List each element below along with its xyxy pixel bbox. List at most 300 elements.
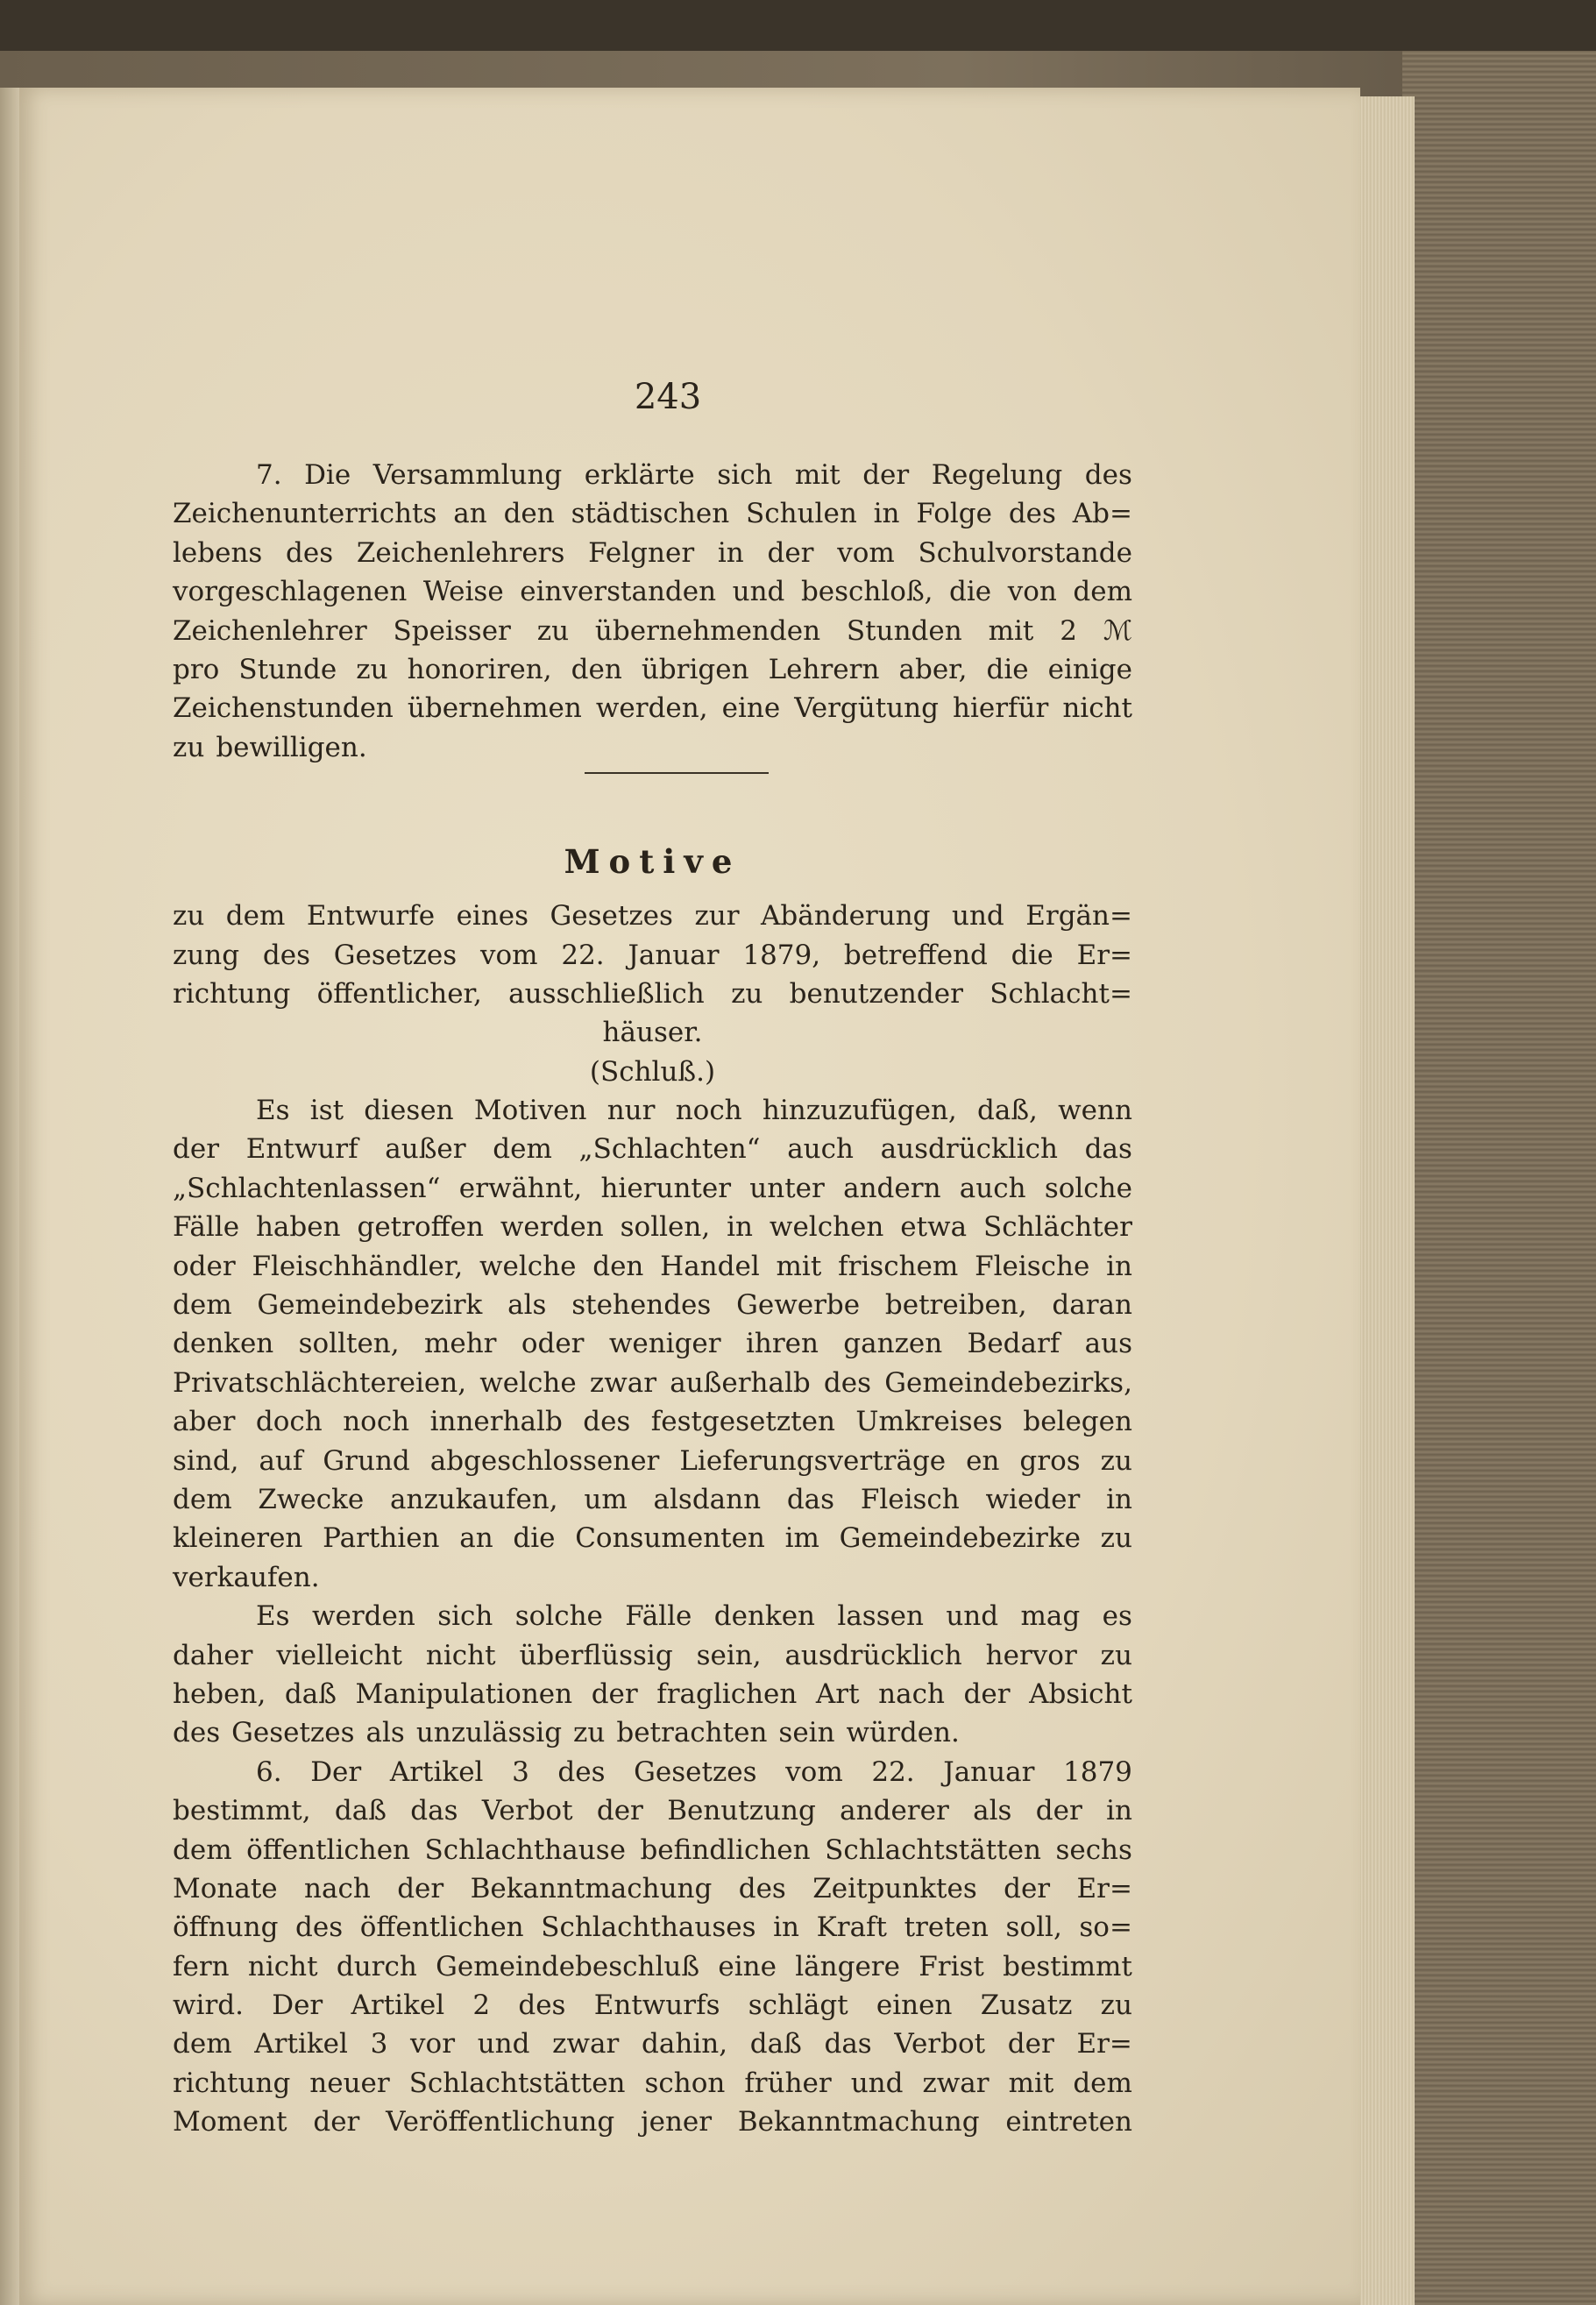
word: Der bbox=[272, 1989, 323, 2022]
text-line bbox=[173, 1208, 1132, 1246]
word: benutzender bbox=[789, 977, 963, 1010]
word: Zeichenstunden bbox=[173, 692, 394, 725]
word: Felgner bbox=[588, 536, 695, 569]
text-line bbox=[173, 456, 1132, 494]
word: aber, bbox=[898, 653, 968, 685]
word: vielleicht bbox=[276, 1639, 403, 1671]
word: ihren bbox=[745, 1328, 819, 1360]
word: öffentlichen bbox=[359, 1911, 524, 1944]
word: dem bbox=[173, 1483, 232, 1515]
word: Verbot bbox=[481, 1795, 573, 1827]
text-line bbox=[173, 1831, 1132, 1869]
word: mit bbox=[776, 1250, 822, 1282]
word: hinzuzufügen, bbox=[762, 1095, 957, 1127]
text-line bbox=[173, 494, 1132, 533]
word: befindlichen bbox=[640, 1833, 811, 1866]
word: Privatschlächtereien, bbox=[173, 1366, 467, 1399]
word: städtischen bbox=[571, 498, 730, 530]
word: zung bbox=[173, 939, 240, 971]
word: sollen, bbox=[620, 1211, 711, 1244]
text-line bbox=[173, 572, 1132, 611]
word: weniger bbox=[608, 1328, 721, 1360]
word: in bbox=[873, 498, 900, 530]
word: Fleisch bbox=[860, 1483, 960, 1515]
word: 3 bbox=[512, 1755, 529, 1788]
word: dem bbox=[1073, 576, 1132, 608]
word: diesen bbox=[364, 1095, 454, 1127]
word: schon bbox=[644, 2067, 726, 2099]
word: Stunde bbox=[238, 653, 337, 685]
word: des bbox=[173, 1717, 221, 1749]
word: nach bbox=[878, 1677, 945, 1710]
word: innerhalb bbox=[429, 1406, 563, 1438]
word: zwar bbox=[552, 2028, 620, 2060]
word: wieder bbox=[985, 1483, 1081, 1515]
text-line bbox=[173, 1480, 1132, 1519]
word: im bbox=[784, 1522, 819, 1555]
word: Schlächter bbox=[982, 1211, 1132, 1244]
word: dem bbox=[1073, 2067, 1132, 2099]
word: des bbox=[286, 536, 334, 569]
word: des bbox=[262, 939, 310, 971]
word: Januar bbox=[943, 1755, 1035, 1788]
word: Januar bbox=[628, 939, 720, 971]
word: Artikel bbox=[389, 1755, 484, 1788]
word: dem bbox=[173, 2028, 232, 2060]
word: die bbox=[949, 576, 992, 608]
word: Manipulationen bbox=[355, 1677, 573, 1710]
word: Der bbox=[310, 1755, 362, 1788]
text-line bbox=[173, 1947, 1132, 1986]
section-subtitle bbox=[173, 897, 1132, 1053]
word: zu bbox=[1100, 1444, 1132, 1477]
word: solche bbox=[1044, 1172, 1132, 1204]
word: welche bbox=[479, 1366, 577, 1399]
page-number: 243 bbox=[634, 377, 702, 417]
word: nicht bbox=[425, 1639, 496, 1671]
word: Schlachthauses bbox=[541, 1911, 756, 1944]
word: vom bbox=[479, 939, 538, 971]
word: Schlacht= bbox=[990, 977, 1132, 1010]
word: erwähnt, bbox=[458, 1172, 583, 1204]
word: des bbox=[518, 1989, 566, 2022]
word: das bbox=[786, 1483, 835, 1515]
text-line bbox=[173, 1091, 1132, 1130]
word: dem bbox=[225, 900, 286, 933]
word: einen bbox=[876, 1989, 953, 2022]
word: 22. bbox=[561, 939, 605, 971]
word: sind, bbox=[173, 1444, 239, 1477]
word: fraglichen bbox=[656, 1677, 798, 1710]
word: betreffend bbox=[843, 939, 988, 971]
word: zur bbox=[694, 900, 740, 933]
word: Verbot bbox=[894, 2028, 986, 2060]
word: auch bbox=[959, 1172, 1026, 1204]
word: nicht bbox=[247, 1950, 318, 1982]
word: Artikel bbox=[254, 2028, 348, 2060]
text-line bbox=[173, 1986, 1132, 2025]
word: vorgeschlagenen bbox=[173, 576, 408, 608]
word: übrigen bbox=[641, 653, 749, 685]
word: zu bbox=[1100, 1639, 1132, 1671]
paragraph-artikel bbox=[173, 1753, 1132, 2142]
word: beschloß, bbox=[800, 576, 933, 608]
word: das bbox=[1084, 1133, 1132, 1166]
word: und bbox=[477, 2028, 530, 2060]
word: Folge bbox=[916, 498, 992, 530]
word: betreiben, bbox=[884, 1289, 1027, 1322]
word: sich bbox=[717, 459, 773, 491]
word: zu bbox=[731, 977, 763, 1010]
word: alsdann bbox=[653, 1483, 762, 1515]
word: noch bbox=[343, 1406, 410, 1438]
word: der bbox=[313, 2106, 360, 2138]
word: dem bbox=[173, 1289, 232, 1322]
word: Fleische bbox=[975, 1250, 1090, 1282]
word: wenn bbox=[1058, 1095, 1132, 1127]
word: auch bbox=[787, 1133, 854, 1166]
word: oder bbox=[173, 1250, 236, 1282]
word: zu bbox=[1100, 1989, 1132, 2022]
word: es bbox=[1102, 1600, 1132, 1633]
word: den bbox=[571, 653, 622, 685]
word: Absicht bbox=[1029, 1677, 1132, 1710]
word: und bbox=[946, 1600, 999, 1633]
book-cover-edge bbox=[1402, 51, 1596, 2305]
word: richtung bbox=[173, 2067, 291, 2099]
word: Handel bbox=[660, 1250, 760, 1282]
word: der bbox=[173, 1133, 220, 1166]
word: Gemeindebezirke bbox=[839, 1522, 1081, 1555]
word: soll, bbox=[1005, 1911, 1062, 1944]
word: außerhalb bbox=[670, 1366, 811, 1399]
word: honoriren, bbox=[407, 653, 552, 685]
word: zwar bbox=[922, 2067, 990, 2099]
word: Er= bbox=[1076, 1872, 1132, 1904]
word: einige bbox=[1047, 653, 1132, 685]
word: der bbox=[596, 1795, 643, 1827]
word: unzulässig bbox=[415, 1717, 563, 1749]
word: gros bbox=[1019, 1444, 1081, 1477]
word: die bbox=[1011, 939, 1053, 971]
word: hierfür bbox=[952, 692, 1049, 725]
word: der bbox=[1004, 1872, 1051, 1904]
word: der bbox=[591, 1677, 638, 1710]
word: des bbox=[1084, 459, 1132, 491]
word: mehr bbox=[423, 1328, 497, 1360]
word: Schulvorstande bbox=[918, 536, 1132, 569]
text-line bbox=[173, 1519, 1132, 1557]
word: von bbox=[1007, 576, 1057, 608]
word: mit bbox=[988, 614, 1034, 647]
word: Motiven bbox=[473, 1095, 587, 1127]
text-line bbox=[173, 1597, 1132, 1635]
word: hierunter bbox=[600, 1172, 732, 1204]
word: Er= bbox=[1076, 939, 1132, 971]
word: 2 bbox=[1060, 614, 1077, 647]
text-line bbox=[173, 1247, 1132, 1286]
word: en bbox=[966, 1444, 1000, 1477]
word: Gesetzes bbox=[333, 939, 458, 971]
word: Gesetzes bbox=[231, 1717, 355, 1749]
word: Lieferungsverträge bbox=[679, 1444, 947, 1477]
word: Die bbox=[304, 459, 351, 491]
word: daran bbox=[1052, 1289, 1132, 1322]
word: Frist bbox=[919, 1950, 984, 1982]
word: der bbox=[862, 459, 910, 491]
word: dem bbox=[493, 1133, 552, 1166]
word: anzukaufen, bbox=[390, 1483, 558, 1515]
word: Umkreises bbox=[855, 1406, 1003, 1438]
word: den bbox=[503, 498, 555, 530]
word: und bbox=[732, 576, 785, 608]
word: haben bbox=[255, 1211, 341, 1244]
text-line bbox=[173, 936, 1132, 975]
word: und bbox=[850, 2067, 904, 2099]
text-line bbox=[173, 728, 1132, 767]
word: die bbox=[986, 653, 1029, 685]
word: schlägt bbox=[748, 1989, 848, 2022]
word: des bbox=[557, 1755, 606, 1788]
text-line bbox=[173, 1169, 1132, 1208]
word: als bbox=[973, 1795, 1012, 1827]
word: Schlachthause bbox=[424, 1833, 626, 1866]
text-line bbox=[173, 897, 1132, 935]
text-line bbox=[173, 1013, 1132, 1052]
word: richtung bbox=[173, 977, 291, 1010]
word: sich bbox=[437, 1600, 493, 1633]
word: die bbox=[513, 1522, 556, 1555]
word: 3 bbox=[370, 2028, 388, 2060]
text-line bbox=[173, 1286, 1132, 1324]
word: ganzen bbox=[843, 1328, 943, 1360]
word: Gewerbe bbox=[736, 1289, 861, 1322]
word: öffentlichen bbox=[246, 1833, 411, 1866]
word: mit bbox=[1008, 2067, 1054, 2099]
word: zwar bbox=[589, 1366, 657, 1399]
word: „Schlachtenlassen“ bbox=[173, 1172, 441, 1204]
word: Zeichenlehrers bbox=[356, 536, 565, 569]
word: Es bbox=[256, 1095, 290, 1127]
word: in bbox=[773, 1911, 800, 1944]
text-block bbox=[173, 456, 1132, 2142]
word: das bbox=[824, 2028, 872, 2060]
word: in bbox=[1106, 1483, 1132, 1515]
word: neuer bbox=[309, 2067, 390, 2099]
word: des bbox=[738, 1872, 786, 1904]
word: zu bbox=[173, 731, 205, 763]
word: Gemeindebeschluß bbox=[436, 1950, 700, 1982]
separator bbox=[173, 767, 1132, 818]
word: 1879 bbox=[1063, 1755, 1132, 1788]
word: Zeichenlehrer bbox=[173, 614, 367, 647]
word: Ergän= bbox=[1025, 900, 1132, 933]
word: Consumenten bbox=[575, 1522, 765, 1555]
word: welchen bbox=[769, 1211, 884, 1244]
paragraph-motive bbox=[173, 1091, 1132, 1597]
word: des bbox=[1008, 498, 1056, 530]
paragraph-versammlung bbox=[173, 456, 1132, 767]
word: denken bbox=[713, 1600, 816, 1633]
text-line bbox=[173, 1324, 1132, 1363]
text-line bbox=[173, 1753, 1132, 1791]
word: unter bbox=[749, 1172, 825, 1204]
word: Bekanntmachung bbox=[737, 2106, 980, 2138]
word: ausdrücklich bbox=[784, 1639, 962, 1671]
word: überflüssig bbox=[519, 1639, 673, 1671]
word: außer bbox=[385, 1133, 466, 1166]
word: Gemeindebezirks, bbox=[884, 1366, 1132, 1399]
word: als bbox=[507, 1289, 547, 1322]
word: hervor bbox=[985, 1639, 1077, 1671]
word: bestimmt bbox=[1003, 1950, 1132, 1982]
word: Zwecke bbox=[258, 1483, 365, 1515]
word: bestimmt, bbox=[173, 1795, 311, 1827]
word: 2 bbox=[472, 1989, 491, 2022]
text-line bbox=[173, 534, 1132, 572]
word: Entwurf bbox=[245, 1133, 358, 1166]
word: Gemeindebezirk bbox=[257, 1289, 483, 1322]
word: eines bbox=[456, 900, 529, 933]
schluss-note bbox=[173, 1053, 1132, 1091]
word: Grund bbox=[323, 1444, 410, 1477]
word: sein bbox=[778, 1717, 835, 1749]
word: getroffen bbox=[357, 1211, 484, 1244]
word: daß bbox=[749, 2028, 802, 2060]
word: ausschließlich bbox=[508, 977, 705, 1010]
word: abgeschlossener bbox=[429, 1444, 660, 1477]
word: nach bbox=[304, 1872, 371, 1904]
word: dahin, bbox=[642, 2028, 728, 2060]
word: daß, bbox=[977, 1095, 1038, 1127]
word: Versammlung bbox=[372, 459, 563, 491]
text-line bbox=[173, 1558, 1132, 1597]
word: Zeitpunktes bbox=[812, 1872, 977, 1904]
word: heben, bbox=[173, 1677, 266, 1710]
word: der bbox=[1007, 2028, 1054, 2060]
word: Weise bbox=[422, 576, 504, 608]
word: öffentlicher, bbox=[316, 977, 482, 1010]
text-line bbox=[173, 1402, 1132, 1441]
word: 7. bbox=[256, 459, 282, 491]
word: in bbox=[717, 536, 744, 569]
word: der bbox=[1035, 1795, 1082, 1827]
word: sein, bbox=[696, 1639, 762, 1671]
word: eintreten bbox=[1005, 2106, 1132, 2138]
left-page-edge bbox=[0, 88, 19, 2305]
word: so= bbox=[1079, 1911, 1132, 1944]
word: 1879, bbox=[742, 939, 821, 971]
word: Entwurfs bbox=[593, 1989, 720, 2022]
word: einverstanden bbox=[520, 576, 717, 608]
word: häuser. bbox=[602, 1017, 703, 1049]
word: an bbox=[459, 1522, 493, 1555]
word: daß bbox=[334, 1795, 387, 1827]
word: fern bbox=[173, 1950, 230, 1982]
word: öffnung bbox=[173, 1911, 279, 1944]
text-line bbox=[173, 975, 1132, 1013]
word: den bbox=[592, 1250, 644, 1282]
text-line bbox=[173, 1908, 1132, 1947]
word: Gesetzes bbox=[634, 1755, 757, 1788]
text-line bbox=[173, 1442, 1132, 1480]
word: bewilligen. bbox=[216, 731, 367, 763]
word: oder bbox=[521, 1328, 585, 1360]
word: Benutzung bbox=[667, 1795, 816, 1827]
word: zu bbox=[1100, 1522, 1132, 1555]
word: sollten, bbox=[298, 1328, 400, 1360]
word: Entwurfe bbox=[306, 900, 436, 933]
text-line bbox=[173, 2064, 1132, 2103]
word: eine bbox=[718, 1950, 777, 1982]
word: wird. bbox=[173, 1989, 244, 2022]
word: Es bbox=[256, 1600, 290, 1633]
word: sechs bbox=[1055, 1833, 1132, 1866]
word: Gesetzes bbox=[550, 900, 673, 933]
word: Schlachtstätten bbox=[825, 1833, 1041, 1866]
word: verkaufen. bbox=[173, 1561, 320, 1593]
word: vom bbox=[837, 536, 895, 569]
word: kleineren bbox=[173, 1522, 303, 1555]
word: zu bbox=[173, 900, 205, 933]
word: und bbox=[952, 900, 1004, 933]
word: treten bbox=[904, 1911, 989, 1944]
word: Regelung bbox=[931, 459, 1063, 491]
word: Moment bbox=[173, 2106, 287, 2138]
text-line bbox=[173, 650, 1132, 689]
word: noch bbox=[675, 1095, 742, 1127]
word: Schulen bbox=[746, 498, 857, 530]
word: Fälle bbox=[173, 1211, 240, 1244]
book-page bbox=[19, 88, 1360, 2305]
word: zu bbox=[573, 1717, 606, 1749]
text-line bbox=[173, 2025, 1132, 2063]
word: der bbox=[397, 1872, 444, 1904]
word: ist bbox=[309, 1095, 344, 1127]
word: des bbox=[295, 1911, 344, 1944]
word: doch bbox=[255, 1406, 323, 1438]
word: würden. bbox=[846, 1717, 960, 1749]
word: Speisser bbox=[393, 614, 511, 647]
word: an bbox=[453, 498, 487, 530]
word: Vergütung bbox=[794, 692, 939, 725]
word: pro bbox=[173, 653, 220, 685]
word: denken bbox=[173, 1328, 274, 1360]
word: lebens bbox=[173, 536, 263, 569]
word: ℳ bbox=[1103, 614, 1132, 647]
word: des bbox=[583, 1406, 631, 1438]
text-line bbox=[173, 1791, 1132, 1830]
word: das bbox=[410, 1795, 458, 1827]
word: daher bbox=[173, 1639, 253, 1671]
word: daß bbox=[284, 1677, 337, 1710]
word: eine bbox=[721, 692, 781, 725]
word: solche bbox=[514, 1600, 603, 1633]
word: mag bbox=[1020, 1600, 1081, 1633]
word: aber bbox=[173, 1406, 236, 1438]
word: werden bbox=[500, 1211, 604, 1244]
word: in bbox=[1106, 1795, 1132, 1827]
text-line bbox=[173, 1130, 1132, 1168]
word: Fälle bbox=[625, 1600, 692, 1633]
word: Zusatz bbox=[980, 1989, 1073, 2022]
word: durch bbox=[336, 1950, 417, 1982]
word: frischem bbox=[838, 1250, 959, 1282]
word: auf bbox=[259, 1444, 303, 1477]
word: Schlachtstätten bbox=[408, 2067, 626, 2099]
word: Veröffentlichung bbox=[386, 2106, 615, 2138]
word: der bbox=[963, 1677, 1011, 1710]
